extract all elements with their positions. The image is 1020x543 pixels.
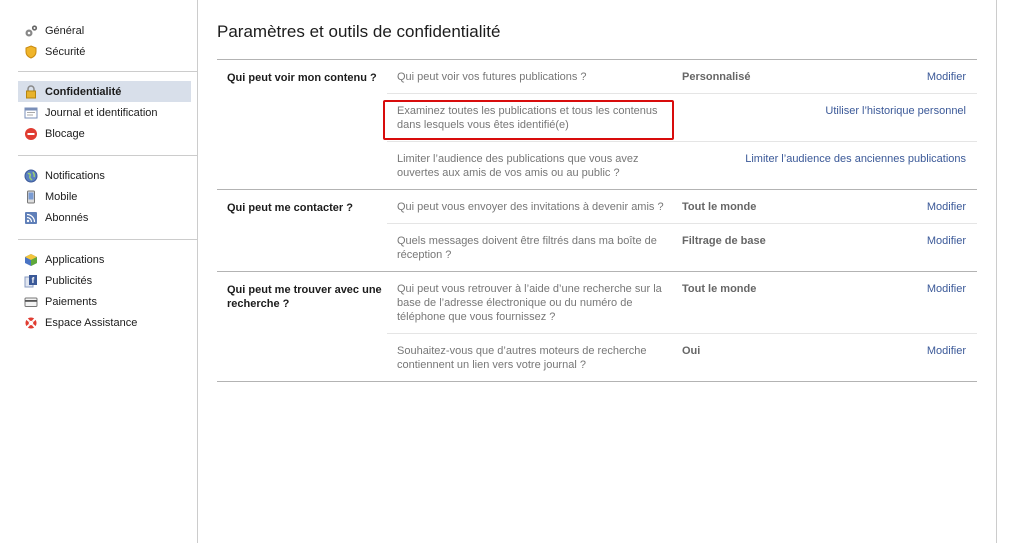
section-title: Qui peut voir mon contenu ? <box>227 72 377 84</box>
sidebar-item-abonnes[interactable] <box>18 207 191 228</box>
sidebar-item-general[interactable] <box>18 20 191 41</box>
section-rows <box>387 60 977 189</box>
section-title: Qui peut me trouver avec une recherche ? <box>227 284 382 310</box>
sidebar-item-label: Abonnés <box>45 211 89 224</box>
right-divider <box>996 0 997 543</box>
sidebar-separator <box>18 239 197 240</box>
setting-row <box>387 93 977 141</box>
setting-row <box>387 190 977 223</box>
sidebar-item-label: Paiements <box>45 295 97 308</box>
setting-question: Limiter l’audience des publications que vous avez ouvertes aux amis de vos amis ou au public ? <box>397 153 639 179</box>
sidebar-group <box>0 249 191 333</box>
gears-icon <box>24 24 38 38</box>
setting-row <box>387 333 977 381</box>
setting-value: Tout le monde <box>682 201 757 213</box>
sidebar-item-label: Général <box>45 24 85 37</box>
setting-row <box>387 272 977 333</box>
setting-row <box>387 223 977 271</box>
setting-question: Qui peut vous envoyer des invitations à devenir amis ? <box>397 201 664 213</box>
sidebar-item-label: Journal et identification <box>45 106 158 119</box>
sidebar-separator <box>18 155 197 156</box>
action-link[interactable]: Utiliser l’historique personnel <box>825 105 966 117</box>
setting-question: Quels messages doivent être filtrés dans ma boîte de réception ? <box>397 235 657 261</box>
shield-icon <box>24 45 38 59</box>
sidebar-item-securite[interactable] <box>18 41 191 62</box>
cube-icon <box>24 253 38 267</box>
setting-question: Qui peut vous retrouver à l’aide d’une recherche sur la base de l’adresse électronique ou du numéro de téléphone que vous fournissez ? <box>397 283 662 323</box>
privacy-section <box>217 60 977 190</box>
sidebar-item-mobile[interactable] <box>18 186 191 207</box>
modify-link[interactable]: Modifier <box>926 283 966 295</box>
timeline-icon <box>24 106 38 120</box>
sidebar-item-notifications[interactable] <box>18 165 191 186</box>
sidebar-item-label: Sécurité <box>45 45 86 58</box>
section-rows <box>387 272 977 381</box>
privacy-settings-table <box>217 59 977 382</box>
privacy-section <box>217 190 977 272</box>
setting-value: Personnalisé <box>682 71 751 83</box>
highlight-box <box>383 100 674 140</box>
modify-link[interactable]: Modifier <box>926 201 966 213</box>
sidebar-group <box>0 20 191 62</box>
section-title: Qui peut me contacter ? <box>227 202 353 214</box>
sidebar-item-blocage[interactable] <box>18 123 191 144</box>
action-link[interactable]: Limiter l’audience des anciennes publications <box>745 153 966 165</box>
privacy-section <box>217 272 977 382</box>
sidebar-item-label: Applications <box>45 253 105 266</box>
block-icon <box>24 127 38 141</box>
modify-link[interactable]: Modifier <box>926 235 966 247</box>
mobile-icon <box>24 190 38 204</box>
card-icon <box>24 295 38 309</box>
sidebar-item-applications[interactable] <box>18 249 191 270</box>
sidebar-item-label: Blocage <box>45 127 85 140</box>
sidebar-item-confidentialite[interactable] <box>18 81 191 102</box>
sidebar-item-journal-et-identification[interactable] <box>18 102 191 123</box>
page-title: Paramètres et outils de confidentialité <box>217 22 501 41</box>
lifebuoy-icon <box>24 316 38 330</box>
setting-value: Oui <box>682 345 701 357</box>
settings-sidebar <box>0 0 198 543</box>
svg-text:f: f <box>31 275 35 285</box>
setting-question: Souhaitez-vous que d’autres moteurs de recherche contiennent un lien vers votre journal ? <box>397 345 647 371</box>
section-rows <box>387 190 977 271</box>
modify-link[interactable]: Modifier <box>926 71 966 83</box>
setting-question: Examinez toutes les publications et tous les contenus dans lesquels vous êtes identifié(e) <box>397 105 658 131</box>
sidebar-group <box>0 81 191 144</box>
setting-question: Qui peut voir vos futures publications ? <box>397 71 587 83</box>
sidebar-item-label: Confidentialité <box>45 85 122 98</box>
lock-icon <box>24 85 38 99</box>
setting-row <box>387 141 977 189</box>
sidebar-item-label: Espace Assistance <box>45 316 138 329</box>
sidebar-item-paiements[interactable] <box>18 291 191 312</box>
rss-icon <box>24 211 38 225</box>
setting-value: Tout le monde <box>682 283 757 295</box>
sidebar-separator <box>18 71 197 72</box>
modify-link[interactable]: Modifier <box>926 345 966 357</box>
sidebar-item-espace-assistance[interactable] <box>18 312 191 333</box>
setting-value: Filtrage de base <box>682 235 766 247</box>
sidebar-item-publicites[interactable] <box>18 270 191 291</box>
ads-icon <box>24 274 38 288</box>
sidebar-item-label: Publicités <box>45 274 93 287</box>
setting-row <box>387 60 977 93</box>
sidebar-item-label: Notifications <box>45 169 105 182</box>
globe-icon <box>24 169 38 183</box>
sidebar-item-label: Mobile <box>45 190 78 203</box>
sidebar-group <box>0 165 191 228</box>
